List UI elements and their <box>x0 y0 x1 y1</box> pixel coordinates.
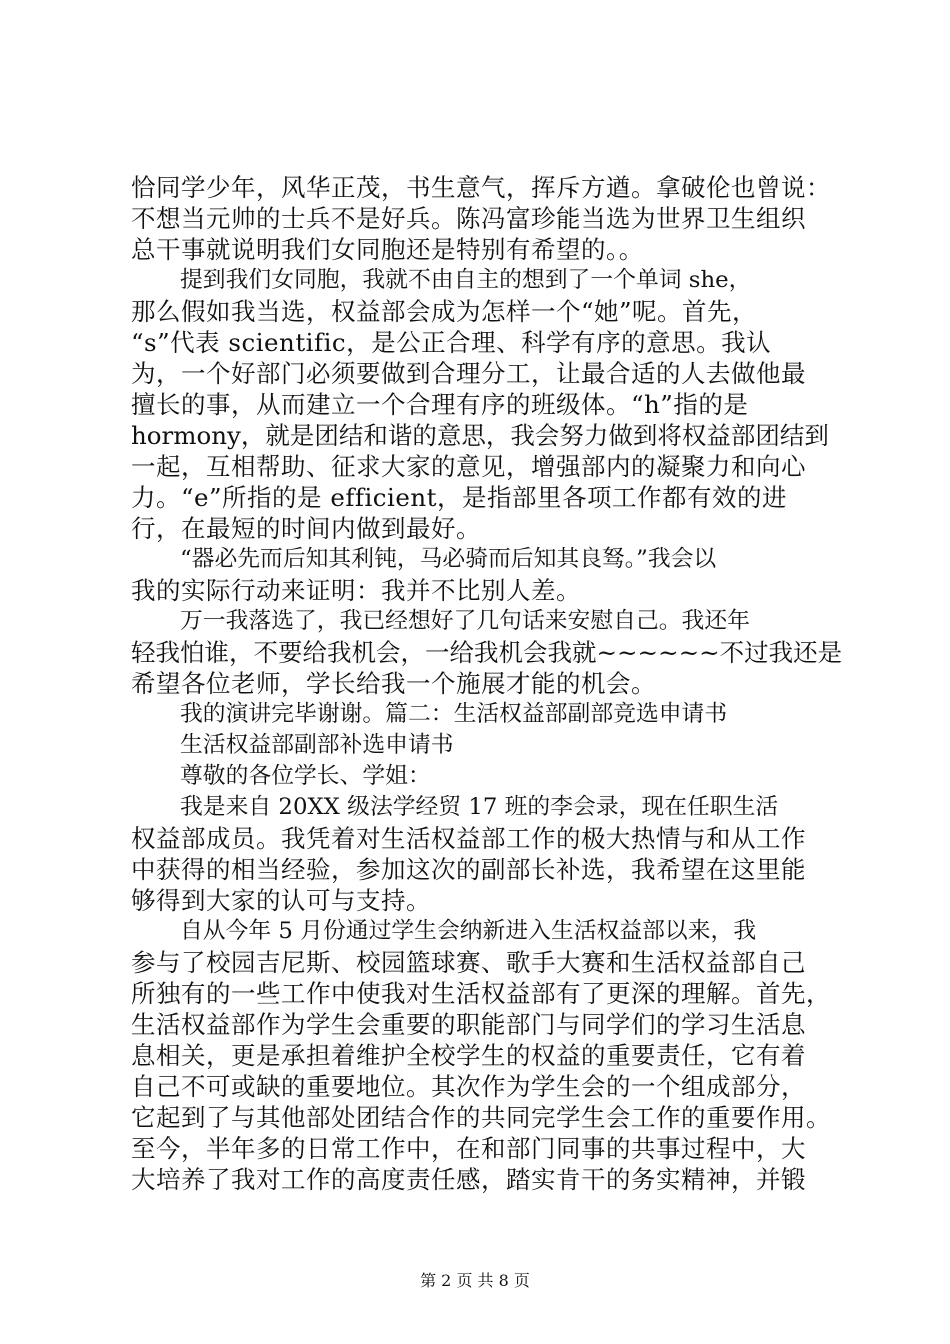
text-line: “s”代表 scientific，是公正合理、科学有序的意思。我认 <box>131 328 772 357</box>
paragraph-start-line: 提到我们女同胞，我就不由自主的想到了一个单词 she， <box>180 267 752 293</box>
text-line: 那么假如我当选，权益部会成为怎样一个“她”呢。首先， <box>131 297 758 326</box>
text-line: 总干事就说明我们女同胞还是特别有希望的。。 <box>131 235 644 264</box>
text-line: 我的实际行动来证明：我并不比别人差。 <box>131 576 581 605</box>
text-line: 轻我怕谁，不要给我机会，一给我机会我就~~~~~~不过我还是 <box>131 638 843 667</box>
text-line: 一起，互相帮助、征求大家的意见，增强部内的凝聚力和向心 <box>131 452 806 481</box>
salutation: 尊敬的各位学长、学姐： <box>180 763 431 789</box>
body-text <box>131 172 841 1195</box>
text-line: 所独有的一些工作中使我对生活权益部有了更深的理解。首先， <box>131 979 831 1008</box>
text-line: 力。“e”所指的是 efficient，是指部里各项工作都有效的进 <box>131 483 787 512</box>
text-line: 中获得的相当经验，参加这次的副部长补选，我希望在这里能 <box>131 855 806 884</box>
text-line: 至今，半年多的日常工作中，在和部门同事的共事过程中，大 <box>131 1134 806 1163</box>
text-line: hormony，就是团结和谐的意思，我会努力做到将权益部团结到 <box>131 421 829 450</box>
paragraph-start-line: 我是来自 20XX 级法学经贸 17 班的李会录，现在任职生活 <box>180 794 779 820</box>
text-line: 希望各位老师，学长给我一个施展才能的机会。 <box>131 669 656 698</box>
paragraph-start-line: 万一我落选了，我已经想好了几句话来安慰自己。我还年 <box>180 608 750 634</box>
text-line: 不想当元帅的士兵不是好兵。陈冯富珍能当选为世界卫生组织 <box>131 204 806 233</box>
text-line: 够得到大家的认可与支持。 <box>131 886 431 915</box>
text-line: 生活权益部作为学生会重要的职能部门与同学们的学习生活息 <box>131 1010 806 1039</box>
text-line: 息相关，更是承担着维护全校学生的权益的重要责任，它有着 <box>131 1041 806 1070</box>
paragraph-start-line: 我的演讲完毕谢谢。篇二：生活权益部副部竞选申请书 <box>180 701 728 727</box>
text-line: 行，在最短的时间内做到最好。 <box>131 514 481 543</box>
text-line: 擅长的事，从而建立一个合理有序的班级体。“h”指的是 <box>131 390 749 419</box>
paragraph-start-line: 自从今年 5 月份通过学生会纳新进入生活权益部以来，我 <box>180 918 757 944</box>
text-line: 为，一个好部门必须要做到合理分工，让最合适的人去做他最 <box>131 359 806 388</box>
text-line: 它起到了与其他部处团结合作的共同完学生会工作的重要作用。 <box>131 1103 831 1132</box>
text-line: 大培养了我对工作的高度责任感，踏实肯干的务实精神，并锻 <box>131 1165 806 1194</box>
text-line: 权益部成员。我凭着对生活权益部工作的极大热情与和从工作 <box>131 824 806 853</box>
text-line: 参与了校园吉尼斯、校园篮球赛、歌手大赛和生活权益部自己 <box>131 948 806 977</box>
text-line: 自己不可或缺的重要地位。其次作为学生会的一个组成部分， <box>131 1072 806 1101</box>
page-footer: 第 2 页 共 8 页 <box>420 1271 530 1290</box>
paragraph-start-line: “器必先而后知其利钝，马必骑而后知其良驽。”我会以 <box>180 546 717 572</box>
text-line: 恰同学少年，风华正茂，书生意气，挥斥方遒。拿破伦也曾说： <box>131 173 831 202</box>
section-title: 生活权益部副部补选申请书 <box>180 732 454 758</box>
